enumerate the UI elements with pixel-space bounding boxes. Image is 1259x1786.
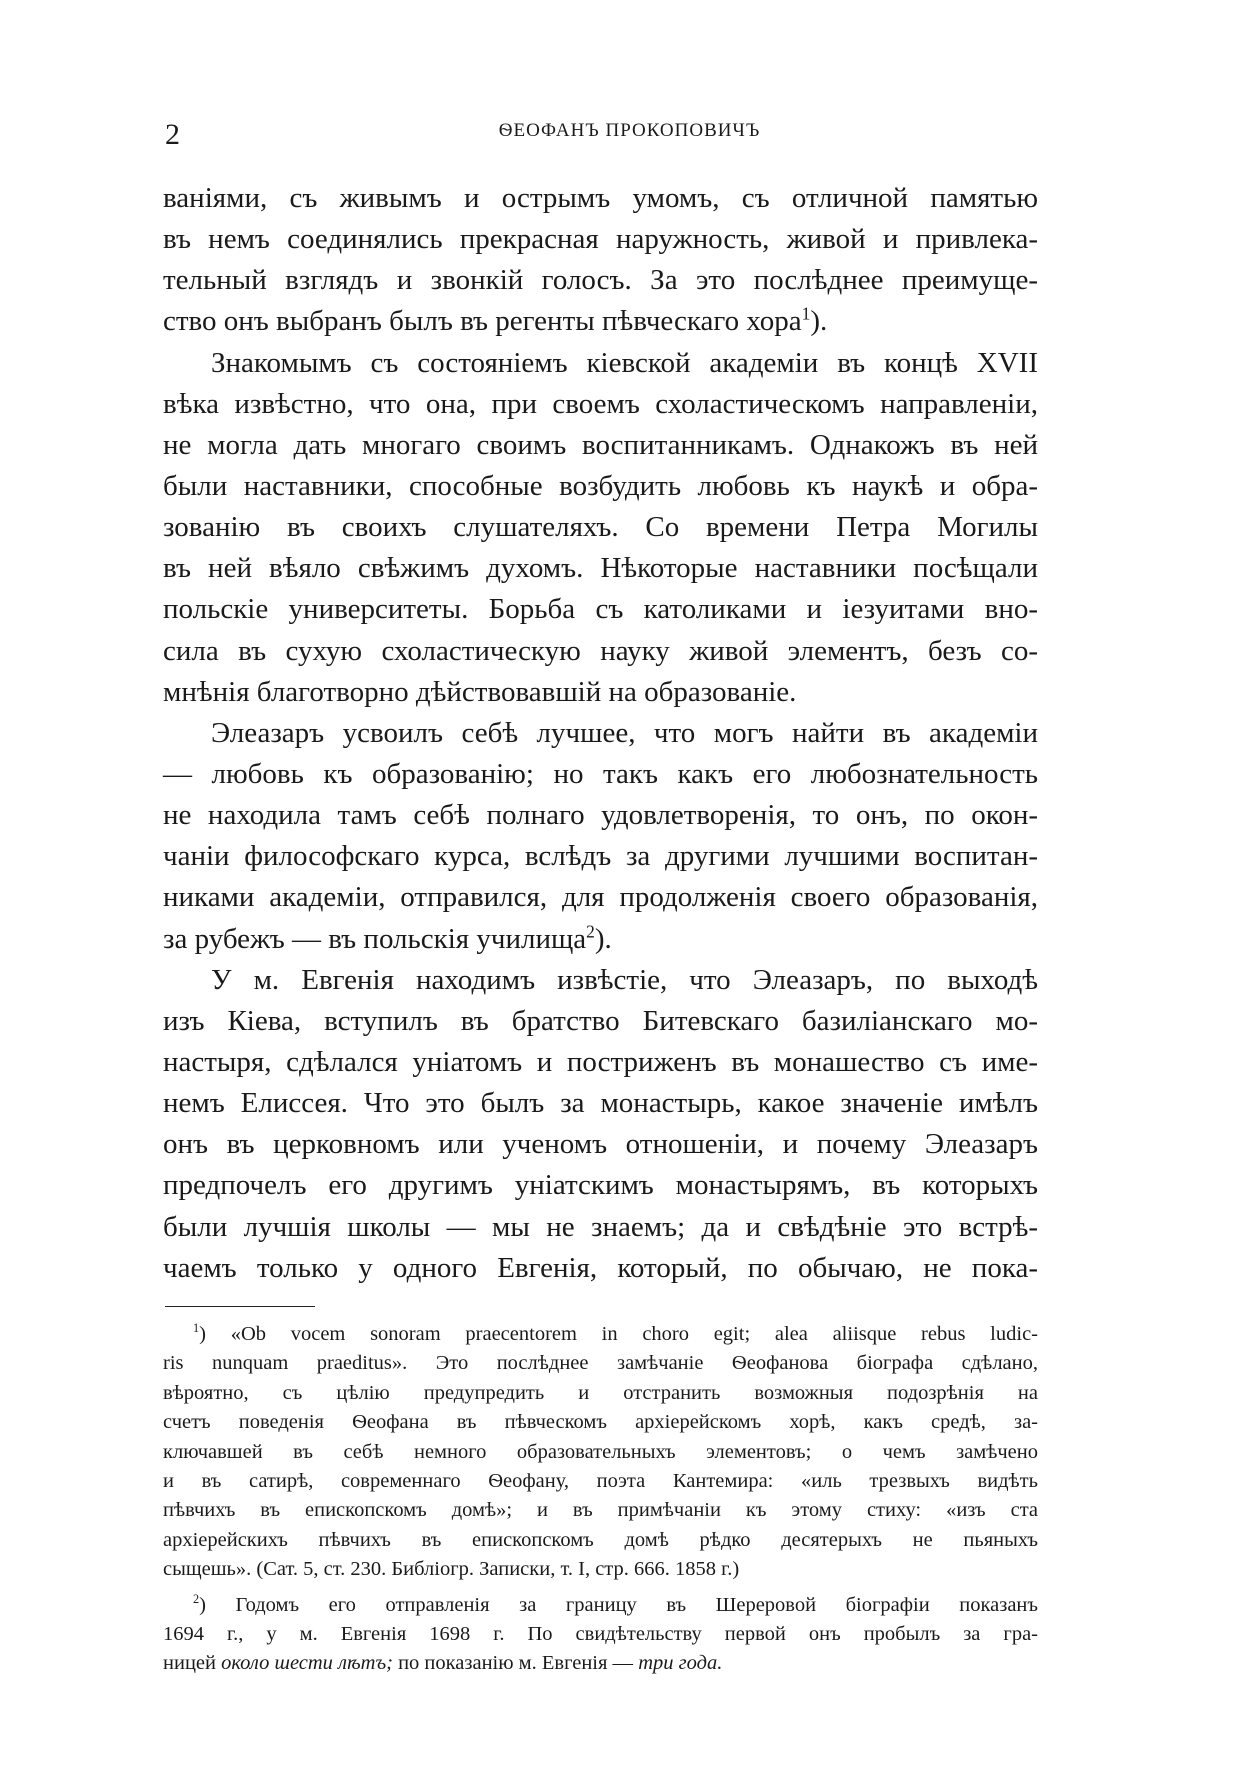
text-line: чаемъ только у одного Евгенія, который, по обычаю, не пока-: [163, 1251, 1038, 1284]
footnotes: [163, 1320, 1038, 1679]
running-title: ѲЕОФАНЪ ПРОКОПОВИЧЪ: [498, 120, 761, 141]
text-line: изъ Кіева, вступилъ въ братство Битевскаго базиліанскаго мо-: [163, 1004, 1038, 1037]
footnote-line: сыщешь». (Сат. 5, ст. 230. Библіогр. Записки, т. I, стр. 666. 1858 г.): [163, 1558, 740, 1581]
footnote-line: архіерейскихъ пѣвчихъ въ епископскомъ домѣ рѣдко десятерыхъ не пьяныхъ: [163, 1528, 1038, 1551]
text-segment: по показанію м. Евгенія —: [392, 1652, 639, 1675]
footnote-marker: 2: [193, 1591, 200, 1606]
footnote-ref: 2: [586, 920, 595, 941]
text-line: предпочелъ его другимъ уніатскимъ монастырямъ, въ которыхъ: [163, 1169, 1038, 1202]
text-line: Элеазаръ усвоилъ себѣ лучшее, что могъ найти въ академіи: [211, 716, 1038, 749]
text-line: въ немъ соединялись прекрасная наружность, живой и привлека-: [163, 223, 1038, 256]
text-line: зованію въ своихъ слушателяхъ. Со времени Петра Могилы: [163, 511, 1038, 544]
text-line: были лучшія школы — мы не знаемъ; да и свѣдѣніе это встрѣ-: [163, 1210, 1038, 1243]
main-text: [163, 178, 1038, 1289]
footnote-line: ключавшей въ себѣ немного образовательныхъ элементовъ; о чемъ замѣчено: [163, 1440, 1038, 1463]
footnote-line: 1694 г., у м. Евгенія 1698 г. По свидѣтельству первой онъ пробылъ за гра-: [163, 1622, 1038, 1645]
italic-segment: три года.: [638, 1652, 723, 1675]
text-line: — любовь къ образованію; но такъ какъ его любознательность: [163, 757, 1038, 790]
footnote-ref: 1: [801, 303, 811, 324]
footnote-line: счетъ поведенія Ѳеофана въ пѣвческомъ архіерейскомъ хорѣ, какъ средѣ, за-: [163, 1411, 1038, 1434]
footnote-line: [163, 1591, 1038, 1620]
footnote-marker: 1: [193, 1321, 200, 1336]
text-segment: ) «Ob vocem sonoram praecentorem in choro egit; alea aliisque rebus ludic-: [199, 1323, 1038, 1345]
text-line: У м. Евгенія находимъ извѣстіе, что Элеазаръ, по выходѣ: [211, 963, 1038, 996]
footnote-line: ris nunquam praeditus». Это послѣднее замѣчаніе Ѳеофанова біографа сдѣлано,: [163, 1352, 1038, 1375]
text-segment: ство онъ выбранъ былъ въ регенты пѣвческаго хора: [163, 305, 802, 338]
text-line: ваніями, съ живымъ и острымъ умомъ, съ отличной памятью: [163, 182, 1038, 214]
text-line: сила въ сухую схоластическую науку живой элементъ, безъ со-: [163, 634, 1038, 667]
text-line: мнѣнія благотворно дѣйствовавшій на образованіе.: [163, 675, 797, 708]
text-line: настыря, сдѣлался уніатомъ и постриженъ въ монашество съ име-: [163, 1045, 1038, 1078]
italic-segment: около шести лѣтъ;: [221, 1652, 393, 1675]
closing-paren: ).: [594, 922, 612, 955]
footnote-line: [163, 1649, 1038, 1678]
text-line: польскіе университеты. Борьба съ католиками и іезуитами вно-: [163, 593, 1038, 626]
text-line: не находила тамъ себѣ полнаго удовлетворенія, то онъ, по окон-: [163, 799, 1038, 832]
text-line: чаніи философскаго курса, вслѣдъ за другими лучшими воспитан-: [163, 840, 1038, 873]
text-line: онъ въ церковномъ или ученомъ отношеніи, и почему Элеазаръ: [163, 1128, 1038, 1161]
text-segment: ) Годомъ его отправленія за границу въ Шереровой біографіи показанъ: [199, 1593, 1038, 1616]
text-line: Знакомымъ съ состояніемъ кіевской академіи въ концѣ XVII: [211, 346, 1038, 379]
footnote-line: пѣвчихъ въ епископскомъ домѣ»; и въ примѣчаніи къ этому стиху: «изъ ста: [163, 1499, 1038, 1522]
text-segment: ницей: [163, 1652, 222, 1675]
text-line: [163, 301, 1038, 342]
text-segment: за рубежъ — въ польскія училища: [163, 922, 587, 955]
text-line: никами академіи, отправился, для продолженія своего образованія,: [163, 881, 1038, 914]
footnote-line: вѣроятно, съ цѣлію предупредить и отстранить возможныя подозрѣнія на: [163, 1381, 1038, 1404]
closing-paren: ).: [810, 305, 828, 338]
text-line: въ ней вѣяло свѣжимъ духомъ. Нѣкоторые наставники посѣщали: [163, 552, 1038, 585]
text-line: не могла дать многаго своимъ воспитанникамъ. Однакожъ въ ней: [163, 428, 1038, 461]
footnote-line: [163, 1320, 1038, 1349]
footnote-line: и въ сатирѣ, современнаго Ѳеофану, поэта Кантемира: «иль трезвыхъ видѣть: [163, 1469, 1038, 1492]
page-number: 2: [165, 118, 180, 151]
text-line: [163, 919, 1038, 960]
text-line: были наставники, способные возбудить любовь къ наукѣ и обра-: [163, 469, 1038, 502]
text-line: вѣка извѣстно, что она, при своемъ схоластическомъ направленіи,: [163, 387, 1038, 420]
text-line: немъ Елиссея. Что это былъ за монастырь, какое значеніе имѣлъ: [163, 1087, 1038, 1120]
footnote-divider: [165, 1306, 315, 1307]
text-line: тельный взглядъ и звонкій голосъ. За это послѣднее преимуще-: [163, 264, 1038, 297]
